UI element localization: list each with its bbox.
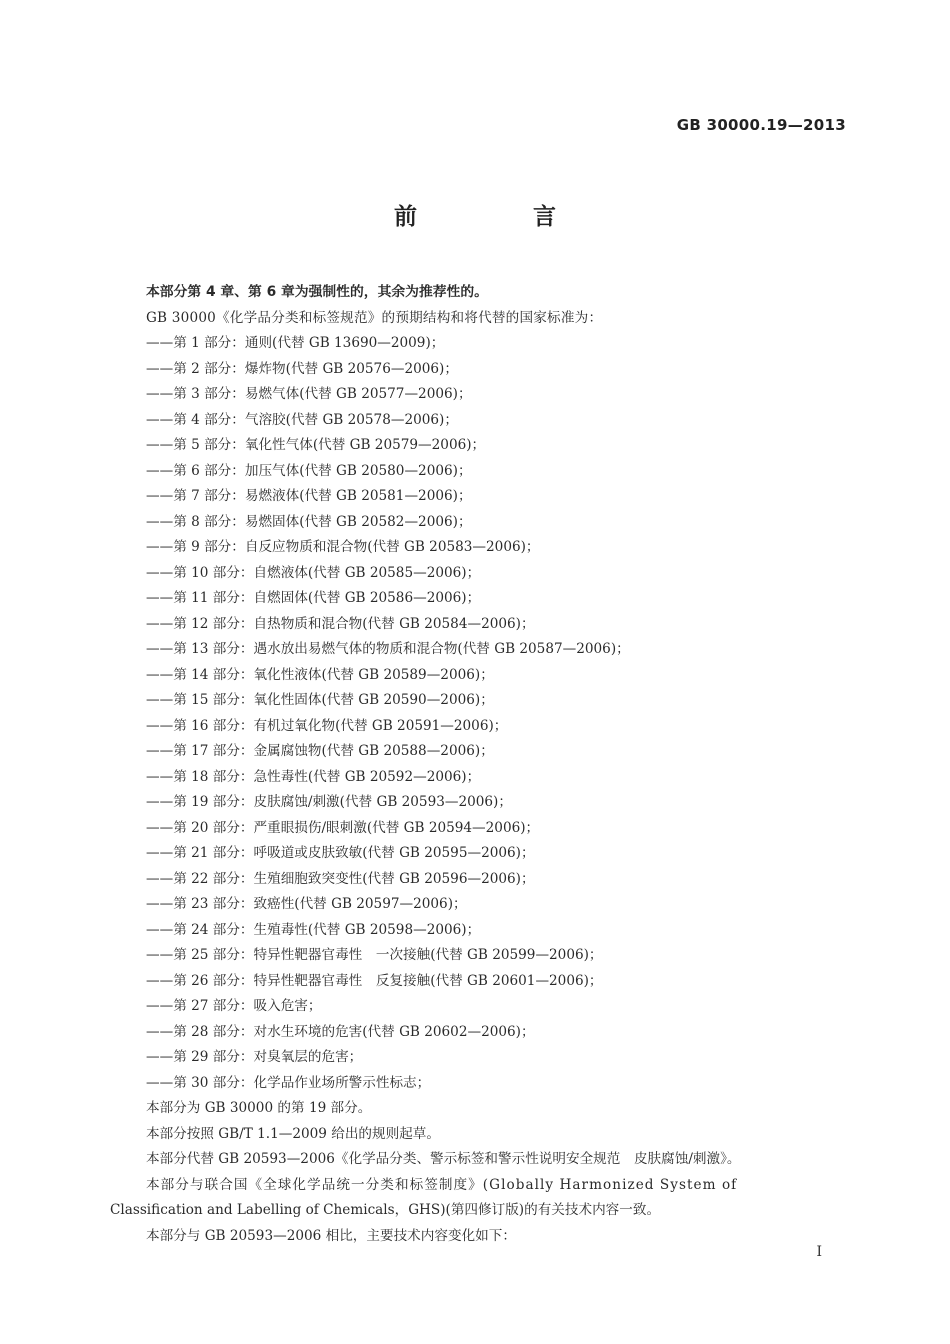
structure-note: GB 30000《化学品分类和标签规范》的预期结构和将代替的国家标准为： — [146, 309, 603, 326]
list-item: ——第 14 部分：氧化性液体(代替 GB 20589—2006)； — [146, 666, 494, 683]
list-item: ——第 27 部分：吸入危害； — [146, 998, 322, 1014]
list-item: ——第 30 部分：化学品作业场所警示性标志； — [146, 1074, 431, 1091]
parts-list — [146, 331, 846, 1096]
list-item: ——第 11 部分：自燃固体(代替 GB 20586—2006)； — [146, 590, 481, 606]
list-item: ——第 5 部分：氧化性气体(代替 GB 20579—2006)； — [146, 437, 486, 453]
list-item: ——第 20 部分：严重眼损伤/眼刺激(代替 GB 20594—2006)； — [146, 819, 540, 836]
page-number: I — [816, 1244, 822, 1260]
list-item: ——第 29 部分：对臭氧层的危害； — [146, 1049, 363, 1065]
list-item: ——第 17 部分：金属腐蚀物(代替 GB 20588—2006)； — [146, 743, 494, 759]
standard-code: GB 30000.19—2013 — [676, 116, 846, 134]
list-item: ——第 26 部分：特异性靶器官毒性 反复接触(代替 GB 20601—2006)； — [146, 972, 603, 989]
list-item: ——第 4 部分：气溶胶(代替 GB 20578—2006)； — [146, 411, 458, 428]
list-item: ——第 3 部分：易燃气体(代替 GB 20577—2006)； — [146, 386, 472, 402]
replaces-note: 本部分代替 GB 20593—2006《化学品分类、警示标签和警示性说明安全规范 皮肤腐蚀/刺激》。 — [146, 1151, 741, 1167]
list-item: ——第 7 部分：易燃液体(代替 GB 20581—2006)； — [146, 488, 472, 504]
list-item: ——第 23 部分：致癌性(代替 GB 20597—2006)； — [146, 896, 467, 912]
list-item: ——第 1 部分：通则(代替 GB 13690—2009)； — [146, 335, 445, 351]
document-body — [110, 280, 846, 1249]
mandatory-note: 本部分第 4 章、第 6 章为强制性的，其余为推荐性的。 — [146, 284, 488, 300]
list-item: ——第 24 部分：生殖毒性(代替 GB 20598—2006)； — [146, 921, 481, 938]
drafting-rule-note: 本部分按照 GB/T 1.1—2009 给出的规则起草。 — [146, 1125, 440, 1142]
list-item: ——第 25 部分：特异性靶器官毒性 一次接触(代替 GB 20599—2006)； — [146, 947, 603, 963]
list-item: ——第 21 部分：呼吸道或皮肤致敏(代替 GB 20595—2006)； — [146, 845, 535, 861]
list-item: ——第 22 部分：生殖细胞致突变性(代替 GB 20596—2006)； — [146, 870, 535, 887]
page-title: 前 言 — [393, 204, 610, 230]
list-item: ——第 8 部分：易燃固体(代替 GB 20582—2006)； — [146, 513, 472, 530]
list-item: ——第 6 部分：加压气体(代替 GB 20580—2006)； — [146, 462, 472, 479]
list-item: ——第 18 部分：急性毒性(代替 GB 20592—2006)； — [146, 768, 481, 785]
ghs-note — [110, 1173, 843, 1224]
list-item: ——第 12 部分：自热物质和混合物(代替 GB 20584—2006)； — [146, 615, 535, 632]
changes-note: 本部分与 GB 20593—2006 相比，主要技术内容变化如下： — [146, 1227, 516, 1244]
list-item: ——第 2 部分：爆炸物(代替 GB 20576—2006)； — [146, 360, 458, 377]
part-of-note: 本部分为 GB 30000 的第 19 部分。 — [146, 1100, 372, 1116]
list-item: ——第 10 部分：自燃液体(代替 GB 20585—2006)； — [146, 564, 481, 581]
list-item: ——第 28 部分：对水生环境的危害(代替 GB 20602—2006)； — [146, 1023, 535, 1040]
list-item: ——第 13 部分：遇水放出易燃气体的物质和混合物(代替 GB 20587—2006)； — [146, 641, 630, 657]
ghs-note-line1: 本部分与联合国《全球化学品统一分类和标签制度》(Globally Harmonized System of — [146, 1176, 738, 1193]
list-item: ——第 15 部分：氧化性固体(代替 GB 20590—2006)； — [146, 692, 494, 708]
ghs-note-line2: Classification and Labelling of Chemicals，GHS)(第四修订版)的有关技术内容一致。 — [110, 1202, 661, 1218]
list-item: ——第 9 部分：自反应物质和混合物(代替 GB 20583—2006)； — [146, 539, 540, 555]
list-item: ——第 16 部分：有机过氧化物(代替 GB 20591—2006)； — [146, 717, 508, 734]
list-item: ——第 19 部分：皮肤腐蚀/刺激(代替 GB 20593—2006)； — [146, 794, 512, 810]
